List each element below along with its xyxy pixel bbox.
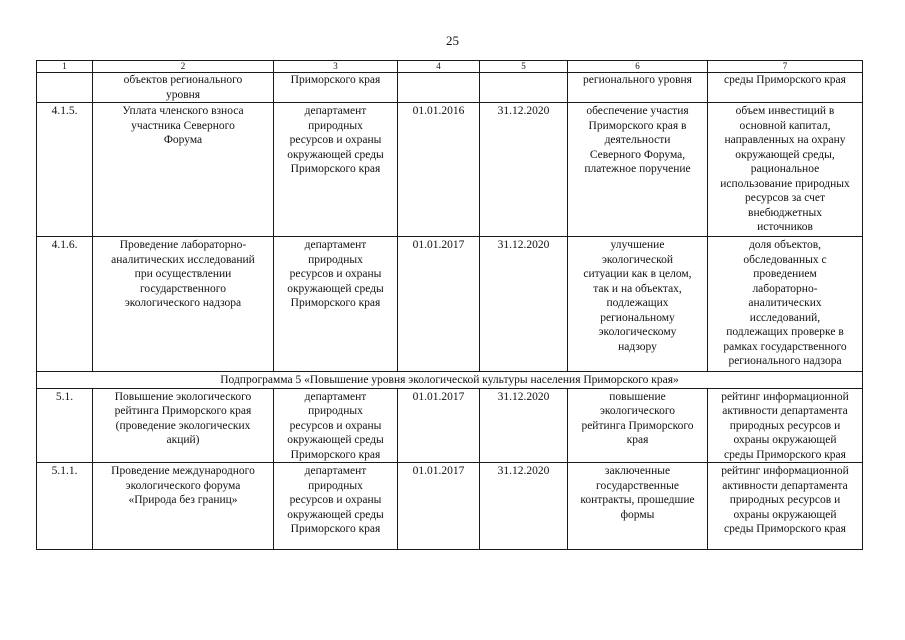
subprogram-title: Подпрограмма 5 «Повышение уровня экологической культуры населения Приморского края»	[37, 372, 863, 389]
executor: департамент природных ресурсов и охраны окружающей среды Приморского края	[274, 103, 398, 237]
row-number: 5.1.	[37, 388, 93, 463]
subprogram-row	[37, 372, 863, 389]
activity-title: Проведение международного экологического форума «Природа без границ»	[93, 463, 274, 550]
executor: департамент природных ресурсов и охраны окружающей среды Приморского края	[274, 463, 398, 550]
column-number: 6	[568, 61, 708, 73]
table-row	[37, 103, 863, 237]
executor: Приморского края	[274, 73, 398, 103]
activity-title: Проведение лабораторно- аналитических исследований при осуществлении государственного экологического надзора	[93, 237, 274, 372]
column-number: 2	[93, 61, 274, 73]
indicator: рейтинг информационной активности департамента природных ресурсов и охраны окружающей среды Приморского края	[708, 388, 863, 463]
column-number: 1	[37, 61, 93, 73]
executor: департамент природных ресурсов и охраны окружающей среды Приморского края	[274, 237, 398, 372]
end-date: 31.12.2020	[480, 388, 568, 463]
table-row	[37, 237, 863, 372]
activity-title: Уплата членского взноса участника Северного Форума	[93, 103, 274, 237]
indicator: рейтинг информационной активности департамента природных ресурсов и охраны окружающей среды Приморского края	[708, 463, 863, 550]
column-number: 3	[274, 61, 398, 73]
activities-table	[36, 60, 863, 550]
expected-result: повышение экологического рейтинга Приморского края	[568, 388, 708, 463]
end-date: 31.12.2020	[480, 463, 568, 550]
table-row	[37, 73, 863, 103]
column-number: 7	[708, 61, 863, 73]
column-number: 4	[398, 61, 480, 73]
start-date	[398, 73, 480, 103]
row-number	[37, 73, 93, 103]
start-date: 01.01.2016	[398, 103, 480, 237]
page-number: 25	[446, 33, 459, 48]
activity-title: объектов регионального уровня	[93, 73, 274, 103]
start-date: 01.01.2017	[398, 463, 480, 550]
row-number: 4.1.6.	[37, 237, 93, 372]
activity-title: Повышение экологического рейтинга Приморского края (проведение экологических акций)	[93, 388, 274, 463]
expected-result: улучшение экологической ситуации как в целом, так и на объектах, подлежащих региональному экологическому надзору	[568, 237, 708, 372]
expected-result: обеспечение участия Приморского края в деятельности Северного Форума, платежное поручение	[568, 103, 708, 237]
end-date: 31.12.2020	[480, 237, 568, 372]
expected-result: заключенные государственные контракты, прошедшие формы	[568, 463, 708, 550]
indicator: доля объектов, обследованных с проведением лабораторно- аналитических исследований, подлежащих проверке в рамках государственного регионального надзора	[708, 237, 863, 372]
indicator: объем инвестиций в основной капитал, направленных на охрану окружающей среды, рациональное использование природных ресурсов за счет внебюджетных источников	[708, 103, 863, 237]
end-date: 31.12.2020	[480, 103, 568, 237]
executor: департамент природных ресурсов и охраны окружающей среды Приморского края	[274, 388, 398, 463]
start-date: 01.01.2017	[398, 388, 480, 463]
table-row	[37, 388, 863, 463]
expected-result: регионального уровня	[568, 73, 708, 103]
column-number: 5	[480, 61, 568, 73]
end-date	[480, 73, 568, 103]
row-number: 4.1.5.	[37, 103, 93, 237]
column-number-header	[37, 61, 863, 73]
table-row	[37, 463, 863, 550]
indicator: среды Приморского края	[708, 73, 863, 103]
row-number: 5.1.1.	[37, 463, 93, 550]
start-date: 01.01.2017	[398, 237, 480, 372]
